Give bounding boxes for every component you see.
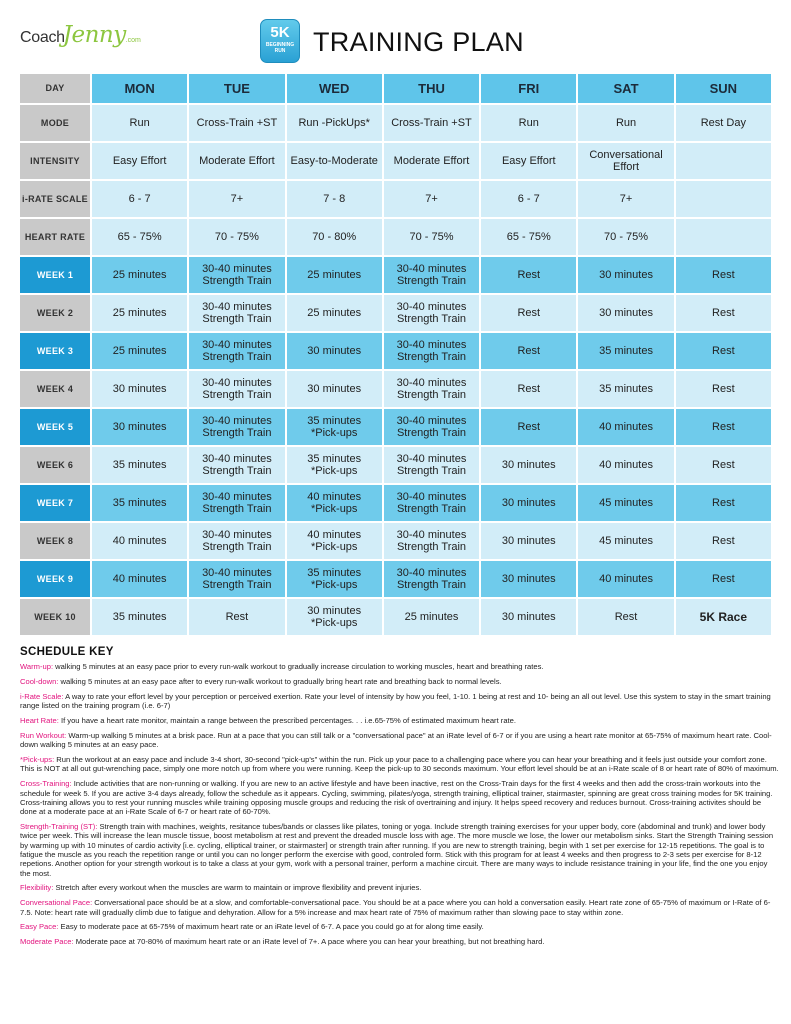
schedule-key-text: Conversational pace should be at a slow, and comfortable-conversational pace. You should be at a pace where you can hold a conversation easily. Heart rate zone of 65-75% of maximum or I-Rate of 6-7.5. Note: heart rate will gradually climb due to fatigue and dehyration. Allow for a 5% increase and max heart rate of 75% of maximum rather than slowing pace to stay within zone.	[20, 898, 771, 917]
week-cell: 35 minutes	[578, 333, 673, 369]
info-cell: 7 - 8	[287, 181, 382, 217]
week-label-cell: WEEK 9	[20, 561, 90, 597]
week-cell: 40 minutes	[578, 409, 673, 445]
page-title: TRAINING PLAN	[313, 27, 524, 57]
schedule-key-term: Flexibility:	[20, 883, 54, 893]
week-label-cell: WEEK 10	[20, 599, 90, 635]
week-cell: Rest	[189, 599, 284, 635]
info-row	[20, 143, 771, 179]
day-header-sat: SAT	[578, 74, 673, 103]
schedule-key-item	[20, 692, 780, 711]
schedule-key-term: i-Rate Scale:	[20, 691, 64, 701]
schedule-key-term: Easy Pace:	[20, 922, 59, 932]
week-cell: 40 minutes	[92, 523, 187, 559]
schedule-key-term: Cool-down:	[20, 676, 59, 686]
week-cell: Rest	[481, 409, 576, 445]
week-cell: 30-40 minutes Strength Train	[189, 409, 284, 445]
week-cell: 30-40 minutes Strength Train	[189, 371, 284, 407]
week-cell: 30-40 minutes Strength Train	[189, 561, 284, 597]
info-cell: Conversational Effort	[578, 143, 673, 179]
info-cell: Run	[578, 105, 673, 141]
week-cell: 30 minutes	[481, 485, 576, 521]
week-row	[20, 409, 771, 445]
badge-subtitle: BEGINNING RUN	[265, 42, 295, 54]
schedule-key-text: Run the workout at an easy pace and include 3-4 short, 30-second "pick-up's" within the run. Pick up your pace to a challenging pace where you can hear your breathing and it feels just outside your comfort zone. This is NOT at all out gut-wrenching pace, simply one more notch up from where you were running. Keep the pick-up to 30 seconds maximum. Your effort level should be at an i-Rate scale of 8 or heart rate of 80% of maximum.	[20, 755, 779, 774]
schedule-key-list	[20, 662, 780, 947]
week-cell: 30-40 minutes Strength Train	[189, 485, 284, 521]
week-cell: 30 minutes	[481, 447, 576, 483]
info-cell	[676, 219, 771, 255]
week-label-cell: WEEK 8	[20, 523, 90, 559]
info-cell: 7+	[384, 181, 479, 217]
week-cell: 30 minutes	[287, 371, 382, 407]
schedule-key-text: Stretch after every workout when the muscles are warm to maintain or improve flexibility and prevent injuries.	[53, 883, 422, 893]
info-cell: Cross-Train +ST	[189, 105, 284, 141]
schedule-key-text: If you have a heart rate monitor, maintain a range between the prescribed percentages. . . i.e.65-75% of estimated maximum heart rate.	[58, 715, 516, 725]
week-cell: 25 minutes	[287, 295, 382, 331]
week-row	[20, 371, 771, 407]
info-cell: 70 - 75%	[384, 219, 479, 255]
schedule-key-text: walking 5 minutes at an easy pace prior to every run-walk workout to gradually increase circulation to working muscles, heart and breathing rates.	[53, 662, 544, 671]
schedule-key	[20, 646, 780, 952]
info-cell: Run -PickUps*	[287, 105, 382, 141]
schedule-key-text: Easy to moderate pace at 65-75% of maximum heart rate or an iRate level of 6-7. A pace you could go at for along time easily.	[58, 922, 484, 932]
info-cell: Easy Effort	[92, 143, 187, 179]
schedule-key-term: Warm-up:	[20, 662, 54, 671]
info-cell: 7+	[578, 181, 673, 217]
week-row	[20, 295, 771, 331]
week-cell: 25 minutes	[384, 599, 479, 635]
week-cell: 25 minutes	[92, 257, 187, 293]
week-label-cell: WEEK 6	[20, 447, 90, 483]
week-cell: Rest	[676, 561, 771, 597]
schedule-key-text: walking 5 minutes at an easy pace after to every run-walk workout to gradually bring heart rate and breathing back to normal levels.	[58, 676, 502, 686]
week-cell: 30-40 minutes Strength Train	[384, 295, 479, 331]
week-cell: 30-40 minutes Strength Train	[384, 447, 479, 483]
week-cell: 30 minutes	[578, 295, 673, 331]
week-cell: 30-40 minutes Strength Train	[189, 257, 284, 293]
info-cell: 70 - 80%	[287, 219, 382, 255]
week-cell: Rest	[676, 257, 771, 293]
week-cell: 30-40 minutes Strength Train	[384, 485, 479, 521]
schedule-key-term: Cross-Training:	[20, 779, 72, 789]
day-header-sun: SUN	[676, 74, 771, 103]
week-label-cell: WEEK 4	[20, 371, 90, 407]
week-row	[20, 561, 771, 597]
week-cell: 30-40 minutes Strength Train	[189, 447, 284, 483]
week-cell: Rest	[676, 295, 771, 331]
week-row	[20, 485, 771, 521]
week-cell: 30-40 minutes Strength Train	[384, 523, 479, 559]
week-cell: 30 minutes	[481, 599, 576, 635]
week-cell: 30 minutes	[481, 561, 576, 597]
week-cell: 30 minutes	[92, 409, 187, 445]
schedule-key-item	[20, 822, 780, 878]
schedule-key-item	[20, 937, 780, 946]
week-cell: Rest	[578, 599, 673, 635]
week-cell: 45 minutes	[578, 523, 673, 559]
info-cell: 7+	[189, 181, 284, 217]
week-cell: 35 minutes *Pick-ups	[287, 561, 382, 597]
week-cell: 30-40 minutes Strength Train	[189, 295, 284, 331]
week-label-cell: WEEK 7	[20, 485, 90, 521]
week-cell: 35 minutes	[92, 599, 187, 635]
info-cell: Easy Effort	[481, 143, 576, 179]
week-label-cell: WEEK 2	[20, 295, 90, 331]
info-cell: Easy-to-Moderate	[287, 143, 382, 179]
week-label-cell: WEEK 3	[20, 333, 90, 369]
week-row	[20, 257, 771, 293]
row-label-cell: i-RATE SCALE	[20, 181, 90, 217]
info-cell: Moderate Effort	[384, 143, 479, 179]
week-cell: 40 minutes *Pick-ups	[287, 523, 382, 559]
header	[0, 0, 791, 72]
info-cell: 70 - 75%	[189, 219, 284, 255]
info-cell: Rest Day	[676, 105, 771, 141]
week-row	[20, 523, 771, 559]
week-cell: Rest	[481, 295, 576, 331]
week-cell: Rest	[676, 333, 771, 369]
info-cell: Run	[92, 105, 187, 141]
week-cell: 5K Race	[676, 599, 771, 635]
schedule-key-term: *Pick-ups:	[20, 755, 55, 765]
5k-badge-icon	[260, 19, 300, 63]
schedule-key-term: Run Workout:	[20, 730, 67, 740]
week-cell: Rest	[481, 257, 576, 293]
schedule-key-title: SCHEDULE KEY	[20, 646, 114, 658]
week-cell: 40 minutes	[92, 561, 187, 597]
day-header-row	[20, 74, 771, 103]
week-cell: 40 minutes	[578, 561, 673, 597]
week-cell: 30-40 minutes Strength Train	[384, 257, 479, 293]
schedule-key-text: Strength train with machines, weights, resitance tubes/bands or classes like pilates, toning or yoga. Include strength training exercises for your upper body, core (abdominal and trunk) and lower body twice per week. This will increase the lean muscle tissue, boost metabolism at rest and prevent the dreaded muscle loss with age. The more muscle we lose, the lower our metabolism sinks. Start the Strength Training session by warming up with 10 minutes of cardio activity [i.e. cycling, elliptical trainer, or stairmaster] or strength train after running. If you are new to strength training, begin with 1 set per exercise for 12-15 repetitions. The goal is to fatigue the muscle as you reach the repetition range or until you can no longer perform the exercise with good, controled form. Stick with this program for at least 4 weeks and then progress to 2-3 sets per exercise for 8-12 repetions. Another option for your strength workout is to take a class at your gym, work with a personal trainer, perform a machine circuit. There are many ways to include resistance training in your life, find the one you enjoy the most.	[20, 822, 774, 878]
schedule-key-item	[20, 731, 780, 750]
week-cell: Rest	[481, 333, 576, 369]
week-cell: 35 minutes	[92, 447, 187, 483]
week-cell: 45 minutes	[578, 485, 673, 521]
badge-5k-text: 5K	[270, 24, 290, 41]
info-row	[20, 181, 771, 217]
week-cell: 35 minutes *Pick-ups	[287, 409, 382, 445]
schedule-key-item	[20, 755, 780, 774]
week-cell: 25 minutes	[92, 295, 187, 331]
info-cell: 6 - 7	[481, 181, 576, 217]
logo-coach-text: Coach	[20, 29, 65, 46]
logo-com-text: .com	[125, 37, 141, 44]
schedule-key-item	[20, 779, 780, 816]
week-cell: 30-40 minutes Strength Train	[189, 333, 284, 369]
week-cell: 30 minutes	[287, 333, 382, 369]
week-cell: 30 minutes	[92, 371, 187, 407]
schedule-key-text: Warm-up walking 5 minutes at a brisk pace. Run at a pace that you can still talk or a "conversational pace" at an iRate level of 6-7 or if you are using a heart rate monitor at 65-75% of maximum heart rate. Cool-down walking 5 minutes at an easy pace.	[20, 730, 772, 750]
week-label-cell: WEEK 5	[20, 409, 90, 445]
week-cell: Rest	[481, 371, 576, 407]
schedule-key-term: Moderate Pace:	[20, 937, 74, 947]
schedule-key-text: Include activities that are non-running or walking. If you are new to an active lifestyle and have been inactive, rest on the Cross-Train days for the first 4 weeks and then add the cross-train workouts into the schedule for week 5. If you are active 3-4 days already, follow the schedule as it appears. Cycling, swimming, pilates/yoga, strength training, elliptical trainer, stairmaster, spinning are great cross training modes for 5K training. Cross-training allows you to rest your running muscles while training opposing muscle groups and reducing the risk of overtraining and injury. It helps speed recovery and reduces burnout. Cross-training activites should be done at a moderate pace at an i-Rate Scale of 6-7 or heart rate of 60-70%.	[20, 779, 773, 817]
week-cell: 30-40 minutes Strength Train	[384, 333, 479, 369]
info-cell	[676, 143, 771, 179]
info-cell: 65 - 75%	[481, 219, 576, 255]
week-cell: 30 minutes	[578, 257, 673, 293]
week-cell: Rest	[676, 485, 771, 521]
week-cell: 25 minutes	[287, 257, 382, 293]
schedule-key-text: Moderate pace at 70-80% of maximum heart rate or an iRate level of 7+. A pace where you can hear your breathing, but not breathing hard.	[73, 937, 545, 947]
schedule-key-term: Conversational Pace:	[20, 898, 93, 908]
row-label-cell: INTENSITY	[20, 143, 90, 179]
week-cell: 30 minutes	[481, 523, 576, 559]
week-label-cell: WEEK 1	[20, 257, 90, 293]
schedule-key-item	[20, 898, 780, 917]
week-row	[20, 447, 771, 483]
coachjenny-logo	[20, 22, 141, 62]
week-cell: 30-40 minutes Strength Train	[384, 561, 479, 597]
week-cell: 35 minutes *Pick-ups	[287, 447, 382, 483]
week-cell: 40 minutes	[578, 447, 673, 483]
schedule-key-item	[20, 677, 780, 686]
day-header-tue: TUE	[189, 74, 284, 103]
week-cell: Rest	[676, 523, 771, 559]
week-cell: 40 minutes *Pick-ups	[287, 485, 382, 521]
week-row	[20, 333, 771, 369]
week-cell: 35 minutes	[578, 371, 673, 407]
schedule-key-term: Strength-Training (ST):	[20, 822, 98, 832]
training-plan-table	[18, 72, 773, 637]
info-cell: 65 - 75%	[92, 219, 187, 255]
day-label-cell: DAY	[20, 74, 90, 103]
week-cell: 30 minutes *Pick-ups	[287, 599, 382, 635]
week-cell: 30-40 minutes Strength Train	[384, 371, 479, 407]
row-label-cell: MODE	[20, 105, 90, 141]
schedule-key-term: Heart Rate:	[20, 715, 59, 725]
day-header-fri: FRI	[481, 74, 576, 103]
info-cell: 6 - 7	[92, 181, 187, 217]
day-header-thu: THU	[384, 74, 479, 103]
info-cell: Run	[481, 105, 576, 141]
info-cell: Cross-Train +ST	[384, 105, 479, 141]
logo-jenny-text: Jenny	[62, 22, 126, 48]
week-cell: Rest	[676, 447, 771, 483]
day-header-mon: MON	[92, 74, 187, 103]
info-row	[20, 219, 771, 255]
schedule-key-text: A way to rate your effort level by your perception or perceived exertion. Rate your level of intensity by how you feel, 1-10. 1 being at rest and 10- being an all out level. Use this system to stay in the smart training range listed on the training program (i.e. 6-7)	[20, 691, 771, 711]
schedule-key-item	[20, 662, 780, 671]
schedule-key-item	[20, 922, 780, 931]
info-row	[20, 105, 771, 141]
info-cell: Moderate Effort	[189, 143, 284, 179]
schedule-key-item	[20, 716, 780, 725]
row-label-cell: HEART RATE	[20, 219, 90, 255]
week-cell: 35 minutes	[92, 485, 187, 521]
info-cell: 70 - 75%	[578, 219, 673, 255]
week-cell: Rest	[676, 409, 771, 445]
day-header-wed: WED	[287, 74, 382, 103]
week-row	[20, 599, 771, 635]
week-cell: Rest	[676, 371, 771, 407]
week-cell: 25 minutes	[92, 333, 187, 369]
week-cell: 30-40 minutes Strength Train	[384, 409, 479, 445]
info-cell	[676, 181, 771, 217]
week-cell: 30-40 minutes Strength Train	[189, 523, 284, 559]
schedule-key-item	[20, 883, 780, 892]
